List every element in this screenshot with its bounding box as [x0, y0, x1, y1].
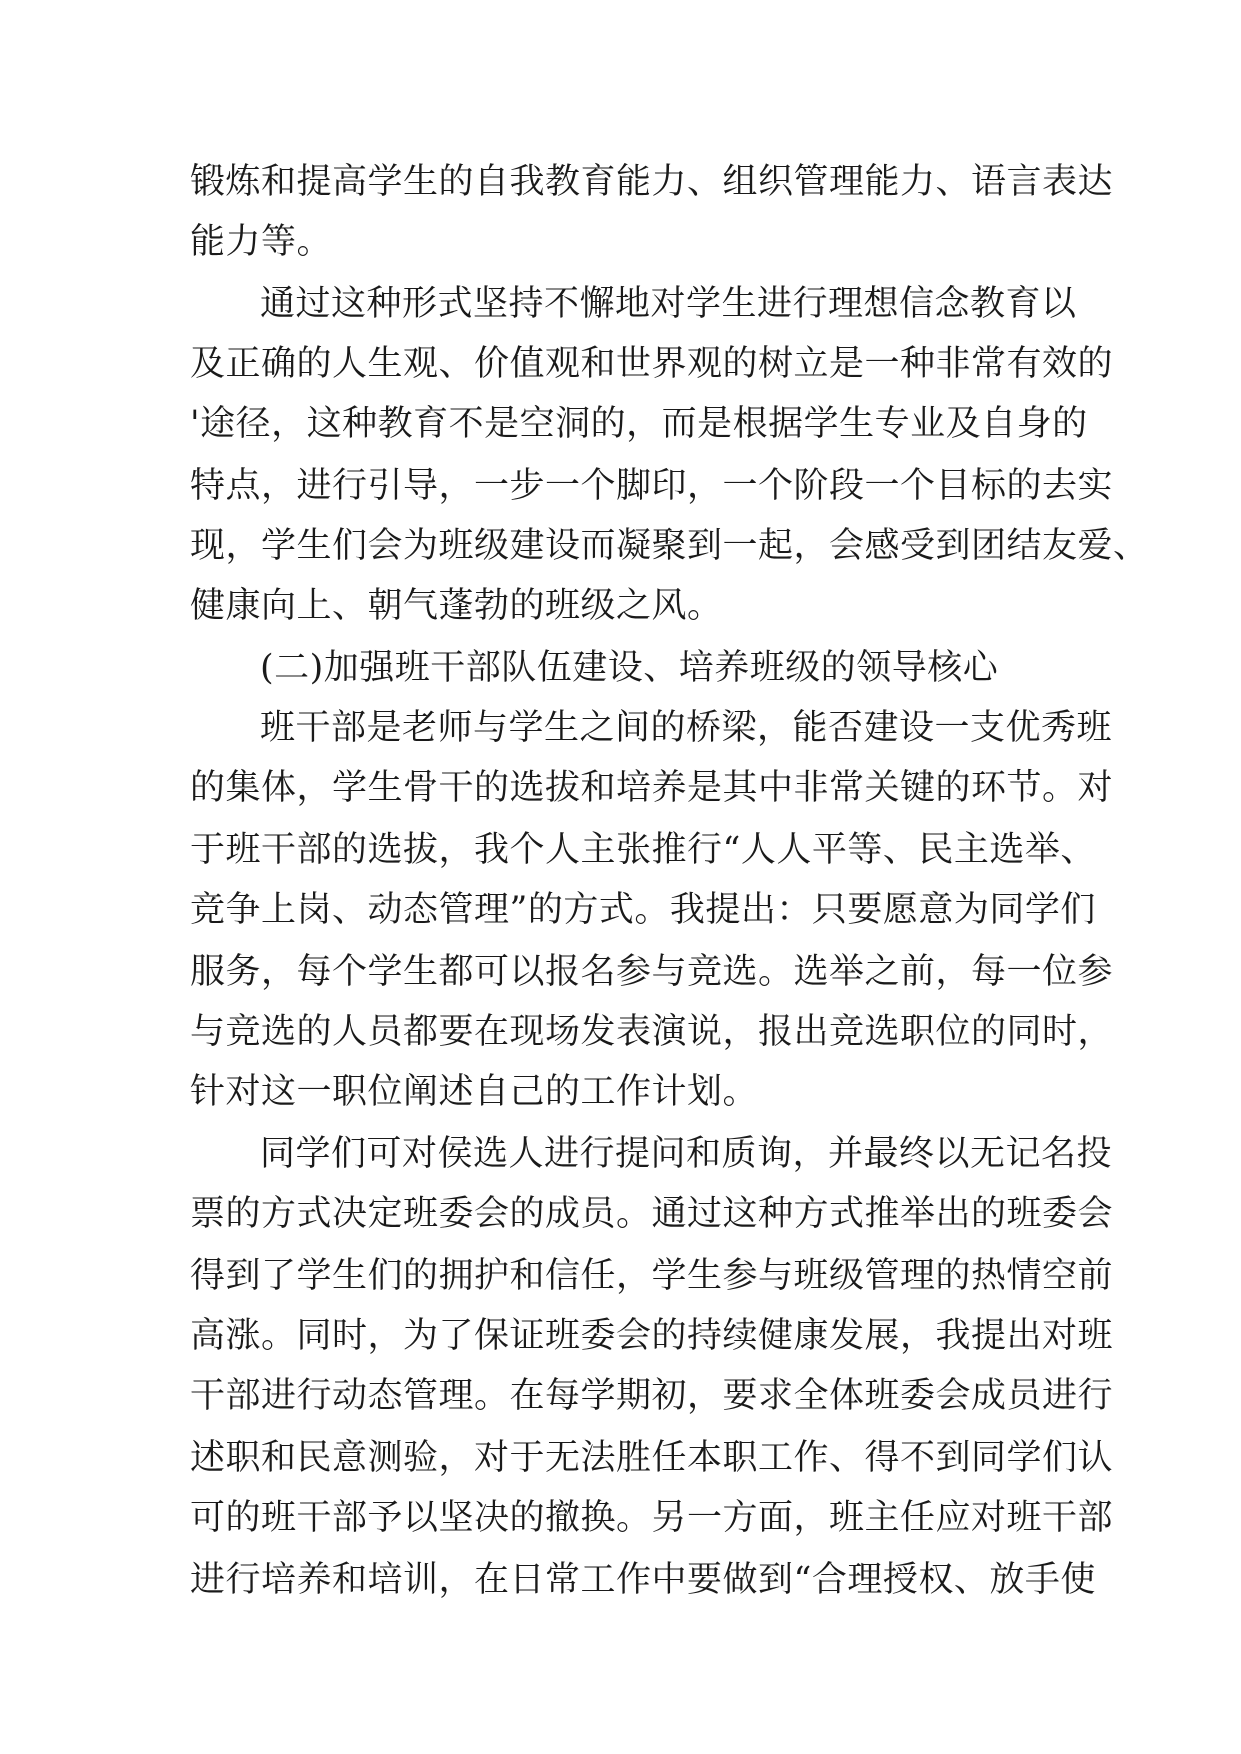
- text-line-23: 可的班干部予以坚决的撤换。另一方面，班主任应对班干部: [190, 1498, 1114, 1538]
- text-line-4: 及正确的人生观、价值观和世界观的树立是一种非常有效的: [190, 344, 1114, 384]
- text-line-3: 通过这种形式坚持不懈地对学生进行理想信念教育以: [260, 284, 1077, 324]
- text-line-1: 锻炼和提高学生的自我教育能力、组织管理能力、语言表达: [190, 162, 1114, 202]
- text-line-2: 能力等。: [190, 222, 333, 262]
- text-line-13: 竞争上岗、动态管理”的方式。我提出：只要愿意为同学们: [190, 890, 1096, 930]
- text-line-8: 健康向上、朝气蓬勃的班级之风。: [190, 586, 723, 626]
- text-line-16: 针对这一职位阐述自己的工作计划。: [190, 1072, 759, 1112]
- text-line-20: 高涨。同时，为了保证班委会的持续健康发展，我提出对班: [190, 1316, 1114, 1356]
- text-line-14: 服务，每个学生都可以报名参与竞选。选举之前，每一位参: [190, 952, 1114, 992]
- text-line-17: 同学们可对侯选人进行提问和质询，并最终以无记名投: [260, 1134, 1113, 1174]
- text-line-21: 干部进行动态管理。在每学期初，要求全体班委会成员进行: [190, 1376, 1114, 1416]
- text-line-7: 现，学生们会为班级建设而凝聚到一起，会感受到团结友爱、: [190, 526, 1149, 566]
- text-line-18: 票的方式决定班委会的成员。通过这种方式推举出的班委会: [190, 1194, 1114, 1234]
- text-line-6: 特点，进行引导，一步一个脚印，一个阶段一个目标的去实: [190, 466, 1114, 506]
- section-heading: (二)加强班干部队伍建设、培养班级的领导核心: [260, 648, 999, 688]
- text-line-24: 进行培养和培训，在日常工作中要做到“合理授权、放手使: [190, 1560, 1096, 1600]
- text-line-19: 得到了学生们的拥护和信任，学生参与班级管理的热情空前: [190, 1256, 1114, 1296]
- text-line-22: 述职和民意测验，对于无法胜任本职工作、得不到同学们认: [190, 1438, 1114, 1478]
- text-line-10: 班干部是老师与学生之间的桥梁，能否建设一支优秀班: [260, 708, 1113, 748]
- text-line-11: 的集体，学生骨干的选拔和培养是其中非常关键的环节。对: [190, 768, 1114, 808]
- text-line-12: 于班干部的选拔，我个人主张推行“人人平等、民主选举、: [190, 830, 1096, 870]
- text-line-15: 与竞选的人员都要在现场发表演说，报出竞选职位的同时，: [190, 1012, 1114, 1052]
- text-line-5: '途径，这种教育不是空洞的，而是根据学生专业及自身的: [190, 404, 1088, 444]
